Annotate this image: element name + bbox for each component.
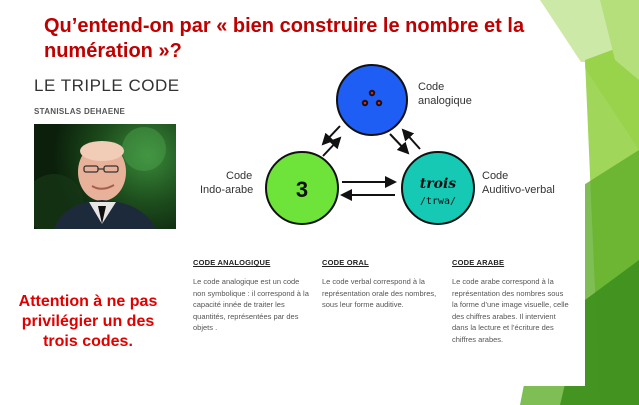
column-heading: CODE ORAL [322, 258, 369, 267]
arrow-analog-to-auditive [390, 134, 408, 153]
column-analogique [193, 258, 311, 334]
column-text: Le code verbal correspond à la représentation orale des nombres, sous leur forme auditive. [322, 277, 437, 309]
auditive-label-line2: Auditivo-verbal [482, 184, 555, 196]
column-text: Le code analogique est un code non symbolique : il correspond à la capacité innée de traiter les quantités, représentées par des objets . [193, 277, 309, 332]
auditive-label-line1: Code [482, 170, 509, 182]
column-oral [322, 258, 440, 311]
indo-label-line1: Code [226, 170, 253, 182]
analog-label-line1: Code [418, 81, 445, 93]
analog-dot-center [371, 92, 374, 95]
column-heading: CODE ARABE [452, 258, 505, 267]
analog-dot-center [364, 102, 367, 105]
analog-dot-center [378, 102, 381, 105]
indo-arabe-symbol: 3 [295, 177, 309, 202]
triple-code-diagram [190, 64, 590, 254]
analog-label-line2: analogique [418, 95, 472, 107]
analog-code-circle [337, 65, 407, 135]
auditive-phonetic: /trwa/ [419, 196, 457, 207]
portrait-illustration [34, 124, 176, 229]
column-text: Le code arabe correspond à la représentation des nombres sous la forme d’une image visuelle, celle des chiffres arabes. Il intervient dans la lecture et l’écriture des chiffres arabes. [452, 277, 569, 344]
column-heading: CODE ANALOGIQUE [193, 258, 271, 267]
column-arabe [452, 258, 570, 345]
indo-label-line2: Indo-arabe [200, 184, 254, 196]
slide-title: Qu’entend-on par « bien construire le nombre et la numération »? [44, 15, 525, 62]
author-photo [34, 124, 176, 229]
arrow-auditive-to-analog [403, 130, 420, 149]
author-name: STANISLAS DEHAENE [34, 107, 126, 116]
auditive-word: trois [419, 176, 457, 192]
triple-code-heading: LE TRIPLE CODE [34, 76, 180, 95]
attention-note: Attention à ne pas privilégier un des trois codes. [18, 293, 158, 350]
